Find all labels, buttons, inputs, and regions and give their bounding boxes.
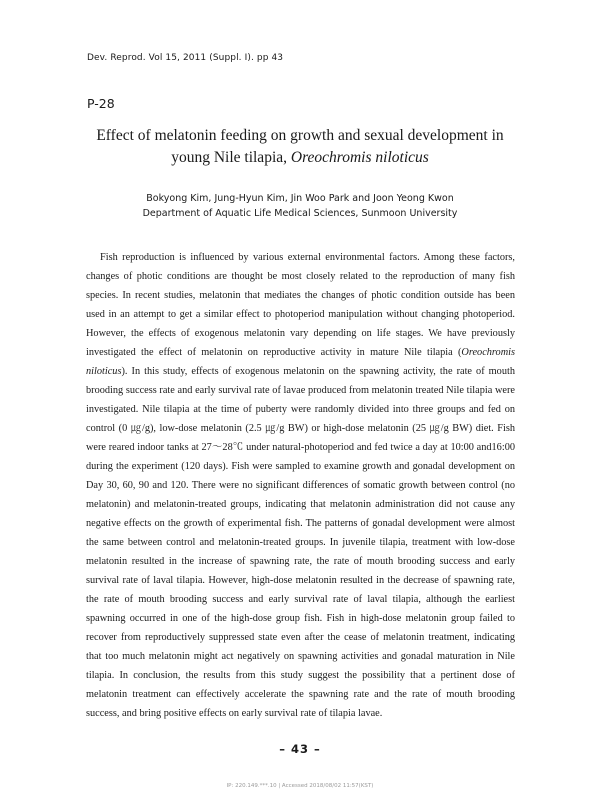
article-title	[60, 125, 540, 169]
abstract-species: Oreochromis niloticus	[86, 347, 515, 377]
title-line-1: Effect of melatonin feeding on growth and sexual development in	[96, 127, 504, 144]
access-note: IP: 220.149.***.10 | Accessed 2018/08/02 11:57(KST)	[226, 783, 374, 789]
abstract-body	[86, 248, 515, 723]
running-head: Dev. Reprod. Vol 15, 2011 (Suppl. I). pp 43	[87, 53, 284, 63]
author-list: Bokyong Kim, Jung-Hyun Kim, Jin Woo Park and Joon Yeong Kwon	[146, 193, 454, 204]
title-species: Oreochromis niloticus	[290, 149, 429, 166]
author-block	[60, 192, 540, 221]
page-number: – 43 –	[279, 742, 321, 756]
title-line-2: young Nile tilapia,	[171, 149, 291, 166]
presentation-code: P-28	[87, 96, 115, 111]
abstract-part-2: ). In this study, effects of exogenous melatonin on the spawning activity, the rate of mouth brooding success rate and early survival rate of lavae produced from melatonin treated Nile tilapia were investigated. Nile tilapia at the time of puberty were randomly divided into three groups and fed on control (0 ㎍/g), low-dose melatonin (2.5 ㎍/g BW) or high-dose melatonin (25 ㎍/g BW) diet. Fish were reared indoor tanks at 27～28℃ under natural-photoperiod and fed twice a day at 10:00 and16:00 during the experiment (120 days). Fish were sampled to examine growth and gonadal development on Day 30, 60, 90 and 120. There were no significant differences of somatic growth between control (no melatonin) and melatonin-treated groups, indicating that melatonin administration did not cause any negative effects on the growth of experimental fish. The patterns of gonadal development were almost the same between control and melatonin-treated groups. In juvenile tilapia, treatment with low-dose melatonin resulted in the increase of spawning rate, the rate of mouth brooding success and early survival rate of laval tilapia. However, high-dose melatonin resulted in the decrease of spawning rate, the rate of mouth brooding success and early survival rate of laval tilapia, although the earliest spawning occurred in one of the high-dose group fish. Fish in high-dose melatonin group failed to recover from reproductively suppressed state even after the cease of melatonin treatment, indicating that too much melatonin might act negatively on spawning activities and gonadal maturation in Nile tilapia. In conclusion, the results from this study suggest the possibility that a pertinent dose of melatonin treatment can effectively accelerate the spawning rate and the rate of mouth brooding success, and bring positive effects on early survival rate of tilapia lavae.	[86, 366, 515, 719]
affiliation: Department of Aquatic Life Medical Sciences, Sunmoon University	[142, 207, 458, 219]
abstract-part-1: Fish reproduction is influenced by various external environmental factors. Among these factors, changes of photic conditions are thought be most closely related to the reproduction of many fish species. In recent studies, melatonin that mediates the changes of photic condition outside has been used in an attempt to get a similar effect to photoperiod manipulation without changing photoperiod. However, the effects of exogenous melatonin vary depending on life stages. We have previously investigated the effect of melatonin on reproductive activity in mature Nile tilapia (	[86, 252, 515, 358]
